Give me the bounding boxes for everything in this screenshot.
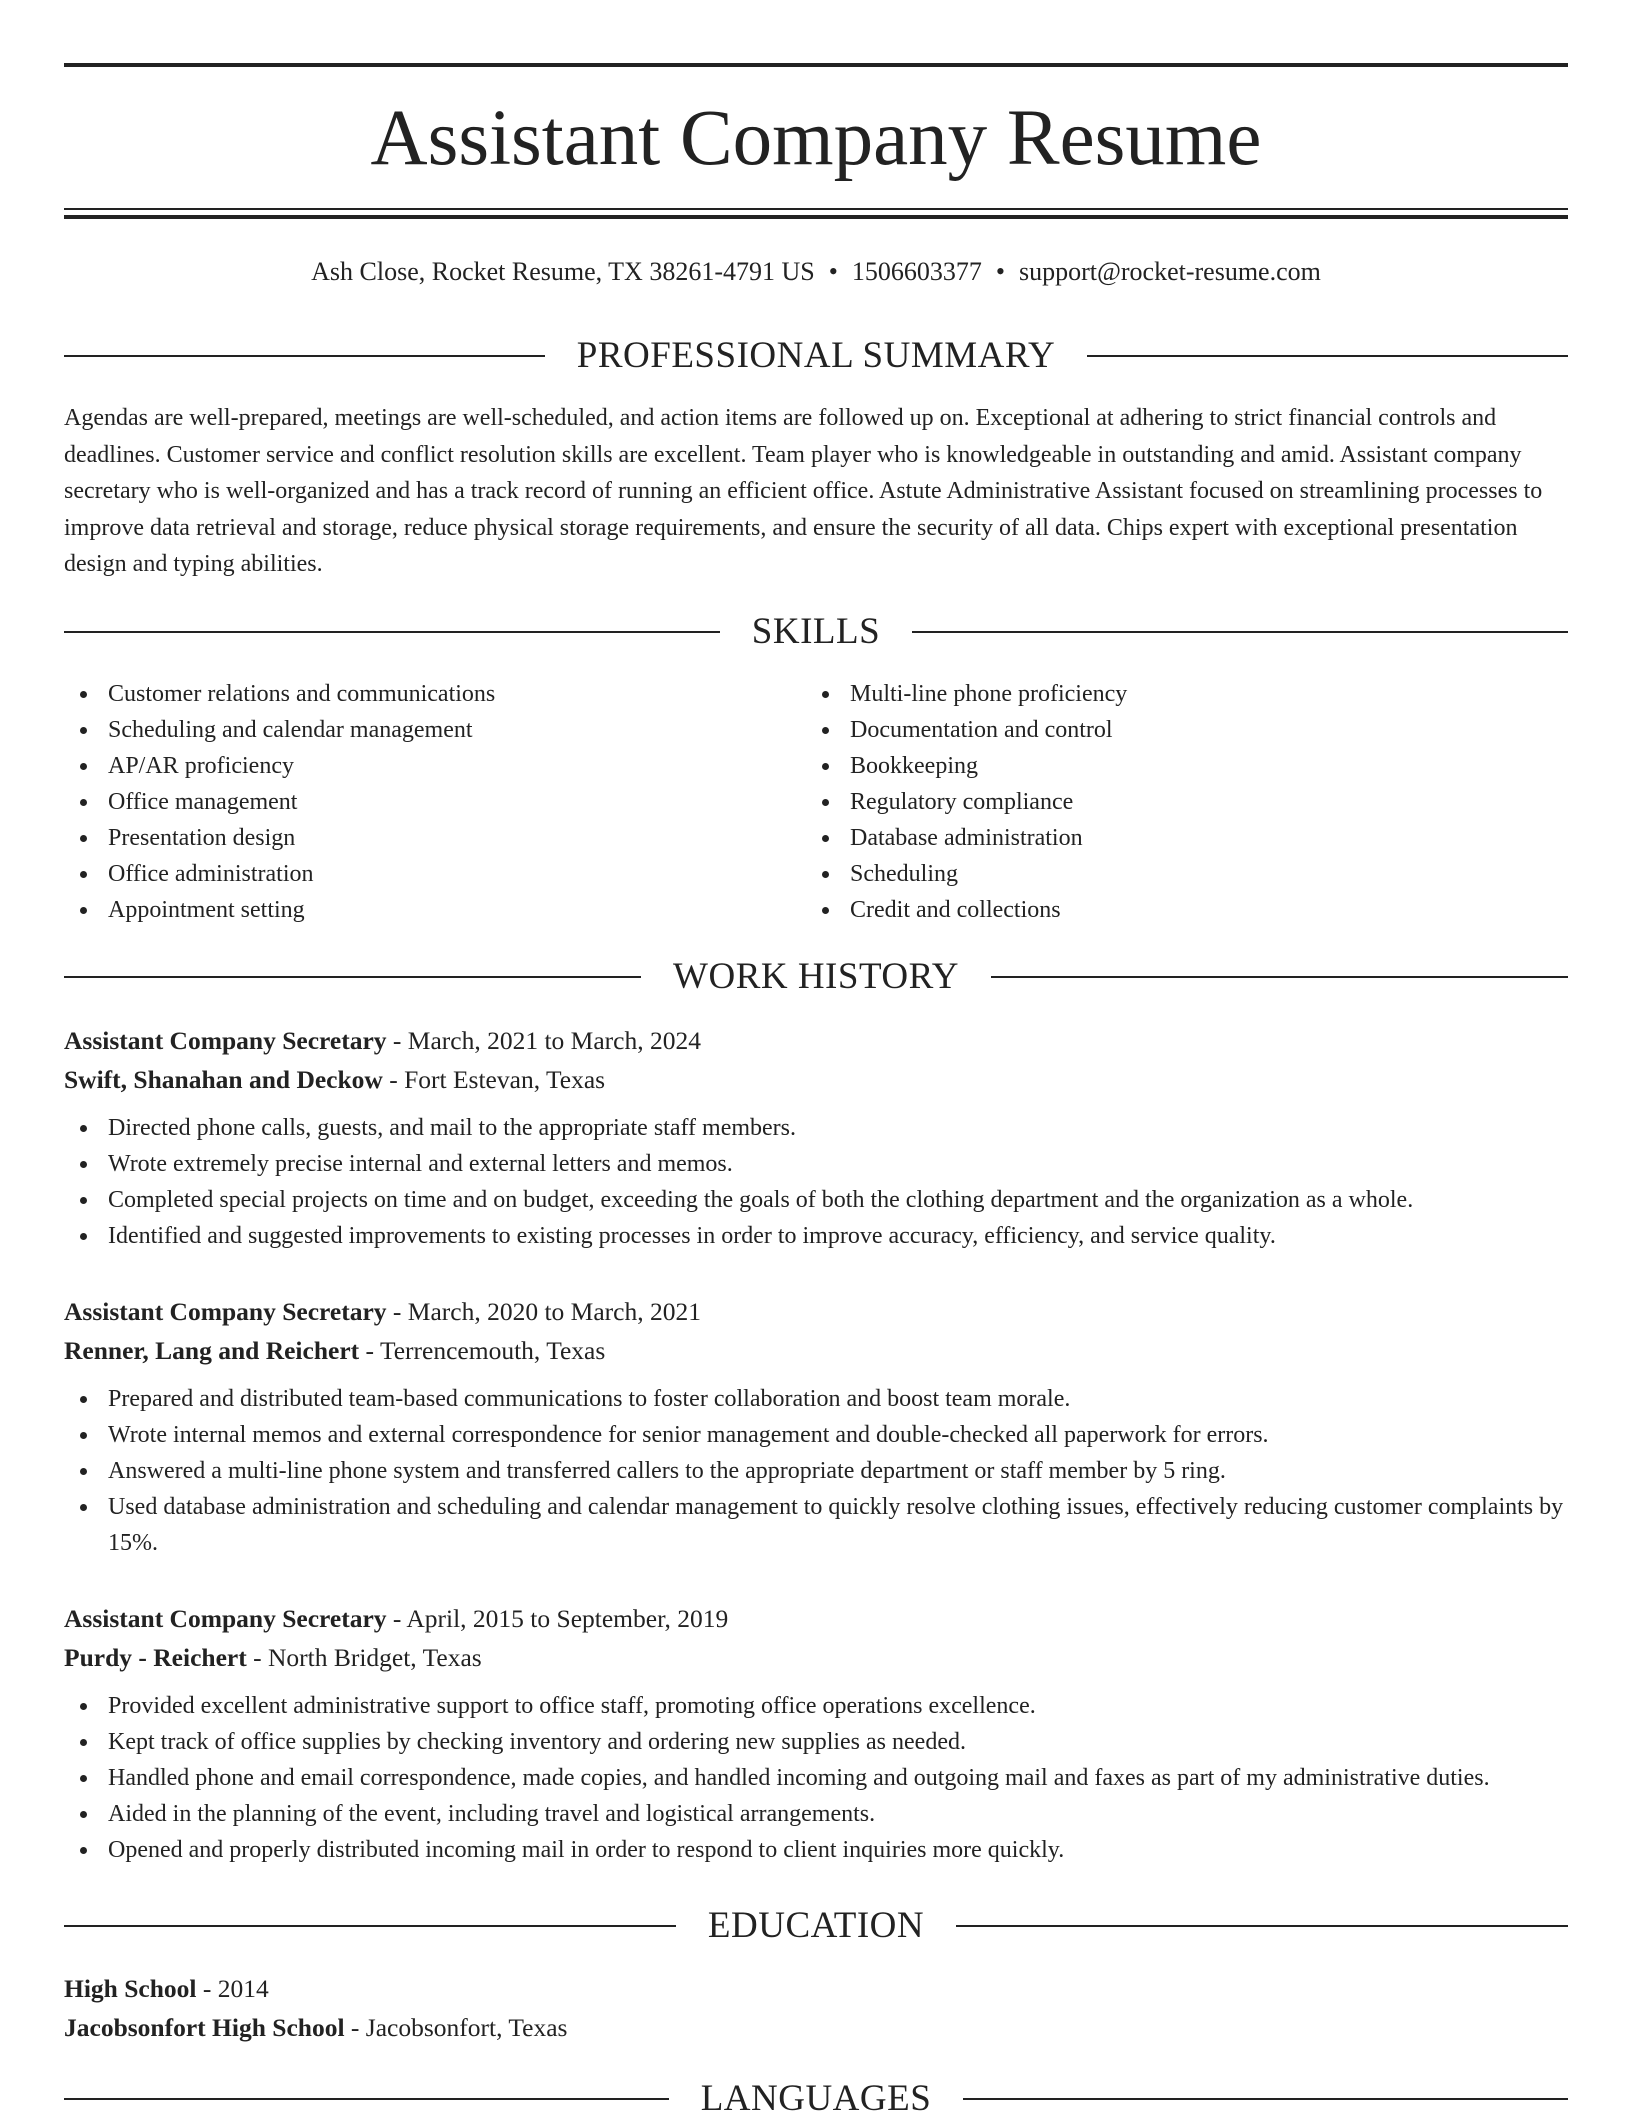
- job-dates: April, 2015 to September, 2019: [406, 1604, 729, 1633]
- summary-heading: [64, 334, 1568, 378]
- languages-heading-label: LANGUAGES: [700, 2078, 932, 2119]
- job-company: Swift, Shanahan and Deckow: [64, 1065, 383, 1094]
- job-company: Renner, Lang and Reichert: [64, 1336, 360, 1365]
- skills-heading-label: SKILLS: [751, 611, 881, 652]
- education-heading-label: EDUCATION: [707, 1905, 925, 1946]
- job-location: Terrencemouth, Texas: [379, 1336, 606, 1365]
- job-dash: -: [246, 1643, 268, 1672]
- job-title-line: [64, 1599, 1568, 1638]
- contact-email: support@rocket-resume.com: [1018, 257, 1321, 286]
- contact-separator: •: [995, 257, 1005, 286]
- job-title-line: [64, 1292, 1568, 1331]
- education-year: 2014: [217, 1974, 269, 2003]
- job-duty: Answered a multi-line phone system and transferred callers to the appropriate department or staff member by 5 ring.: [64, 1453, 1568, 1489]
- job-duties: [64, 1110, 1568, 1254]
- job-duties: [64, 1688, 1568, 1868]
- skill-item: Multi-line phone proficiency: [806, 676, 1526, 712]
- job-dash: -: [382, 1065, 405, 1094]
- skill-item: Regulatory compliance: [806, 784, 1526, 820]
- heading-rule: [956, 1925, 1568, 1927]
- job-company-line: [64, 1060, 1568, 1099]
- heading-rule: [64, 1925, 676, 1927]
- heading-rule: [64, 2098, 669, 2100]
- skill-item: Scheduling: [806, 856, 1526, 892]
- work-heading: [64, 955, 1568, 999]
- job-duty: Completed special projects on time and on budget, exceeding the goals of both the clothing department and the organization as a whole.: [64, 1182, 1568, 1218]
- job-duty: Aided in the planning of the event, including travel and logistical arrangements.: [64, 1796, 1568, 1832]
- heading-rule: [64, 631, 720, 633]
- job-duty: Wrote extremely precise internal and external letters and memos.: [64, 1146, 1568, 1182]
- skill-item: Scheduling and calendar management: [64, 712, 784, 748]
- summary-text: Agendas are well-prepared, meetings are well-scheduled, and action items are followed up on. Exceptional at adhering to strict financial controls and deadlines. Customer service and conflict resolution skills are excellent. Team player who is knowledgeable in outstanding and amid. Assistant company secretary who is well-organized and has a track record of running an efficient office. Astute Administrative Assistant focused on streamlining processes to improve data retrieval and storage, reduce physical storage requirements, and ensure the security of all data. Chips expert with exceptional presentation design and typing abilities.: [64, 405, 1543, 577]
- job-entry: [64, 1292, 1568, 1561]
- education-entry: [64, 1969, 1568, 2047]
- job-duty: Prepared and distributed team-based communications to foster collaboration and boost team morale.: [64, 1381, 1568, 1417]
- skill-item: Customer relations and communications: [64, 676, 784, 712]
- job-duty: Handled phone and email correspondence, made copies, and handled incoming and outgoing mail and faxes as part of my administrative duties.: [64, 1760, 1568, 1796]
- job-duty: Identified and suggested improvements to existing processes in order to improve accuracy, efficiency, and service quality.: [64, 1218, 1568, 1254]
- education-degree-line: [64, 1969, 1568, 2008]
- skills-column-left: [64, 676, 784, 928]
- job-duty: Directed phone calls, guests, and mail to the appropriate staff members.: [64, 1110, 1568, 1146]
- job-company: Purdy - Reichert: [64, 1643, 247, 1672]
- skills-heading: [64, 610, 1568, 654]
- work-heading-label: WORK HISTORY: [673, 956, 959, 997]
- job-duties: [64, 1381, 1568, 1561]
- resume-title: Assistant Company Resume: [370, 95, 1262, 182]
- job-dates: March, 2021 to March, 2024: [407, 1026, 701, 1055]
- languages-heading: [64, 2077, 1568, 2121]
- skill-item: AP/AR proficiency: [64, 748, 784, 784]
- contact-phone: 1506603377: [851, 257, 982, 286]
- job-dash: -: [386, 1026, 408, 1055]
- job-dash: -: [386, 1297, 408, 1326]
- header-rule-lower: [64, 215, 1568, 219]
- job-duty: Wrote internal memos and external correspondence for senior management and double-checked all paperwork for errors.: [64, 1417, 1568, 1453]
- contact-address: Ash Close, Rocket Resume, TX 38261-4791 US: [311, 257, 815, 286]
- job-title: Assistant Company Secretary: [64, 1026, 387, 1055]
- summary-heading-label: PROFESSIONAL SUMMARY: [576, 335, 1056, 376]
- heading-rule: [64, 355, 545, 357]
- job-duty: Kept track of office supplies by checking inventory and ordering new supplies as needed.: [64, 1724, 1568, 1760]
- header-rule-upper: [64, 208, 1568, 210]
- heading-rule: [991, 976, 1568, 978]
- education-location: Jacobsonfort, Texas: [365, 2013, 568, 2042]
- skills-list-left: [64, 676, 784, 928]
- skill-item: Appointment setting: [64, 892, 784, 928]
- heading-rule: [64, 976, 641, 978]
- education-degree: High School: [64, 1974, 197, 2003]
- skill-item: Bookkeeping: [806, 748, 1526, 784]
- skill-item: Office management: [64, 784, 784, 820]
- skill-item: Office administration: [64, 856, 784, 892]
- skill-item: Credit and collections: [806, 892, 1526, 928]
- job-duty: Opened and properly distributed incoming mail in order to respond to client inquiries more quickly.: [64, 1832, 1568, 1868]
- skill-item: Documentation and control: [806, 712, 1526, 748]
- job-location: North Bridget, Texas: [267, 1643, 482, 1672]
- job-duty: Provided excellent administrative support to office staff, promoting office operations excellence.: [64, 1688, 1568, 1724]
- job-title: Assistant Company Secretary: [64, 1297, 387, 1326]
- education-dash: -: [344, 2013, 366, 2042]
- heading-rule: [912, 631, 1568, 633]
- skill-item: Presentation design: [64, 820, 784, 856]
- job-entry: [64, 1021, 1568, 1254]
- education-heading: [64, 1904, 1568, 1948]
- header-top-rule: [64, 63, 1568, 67]
- job-location: Fort Estevan, Texas: [404, 1065, 606, 1094]
- heading-rule: [963, 2098, 1568, 2100]
- education-dash: -: [196, 1974, 218, 2003]
- heading-rule: [1087, 355, 1568, 357]
- skill-item: Database administration: [806, 820, 1526, 856]
- skills-column-right: [806, 676, 1526, 928]
- skills-list-right: [806, 676, 1526, 928]
- job-title-line: [64, 1021, 1568, 1060]
- contact-separator: •: [828, 257, 838, 286]
- job-company-line: [64, 1638, 1568, 1677]
- education-school-line: [64, 2008, 1568, 2047]
- education-school: Jacobsonfort High School: [64, 2013, 345, 2042]
- contact-line: [64, 254, 1568, 290]
- job-dash: -: [386, 1604, 407, 1633]
- job-dates: March, 2020 to March, 2021: [407, 1297, 701, 1326]
- job-dash: -: [359, 1336, 380, 1365]
- job-title: Assistant Company Secretary: [64, 1604, 387, 1633]
- job-entry: [64, 1599, 1568, 1868]
- job-duty: Used database administration and scheduling and calendar management to quickly resolve clothing issues, effectively reducing customer complaints by 15%.: [64, 1489, 1568, 1561]
- job-company-line: [64, 1331, 1568, 1370]
